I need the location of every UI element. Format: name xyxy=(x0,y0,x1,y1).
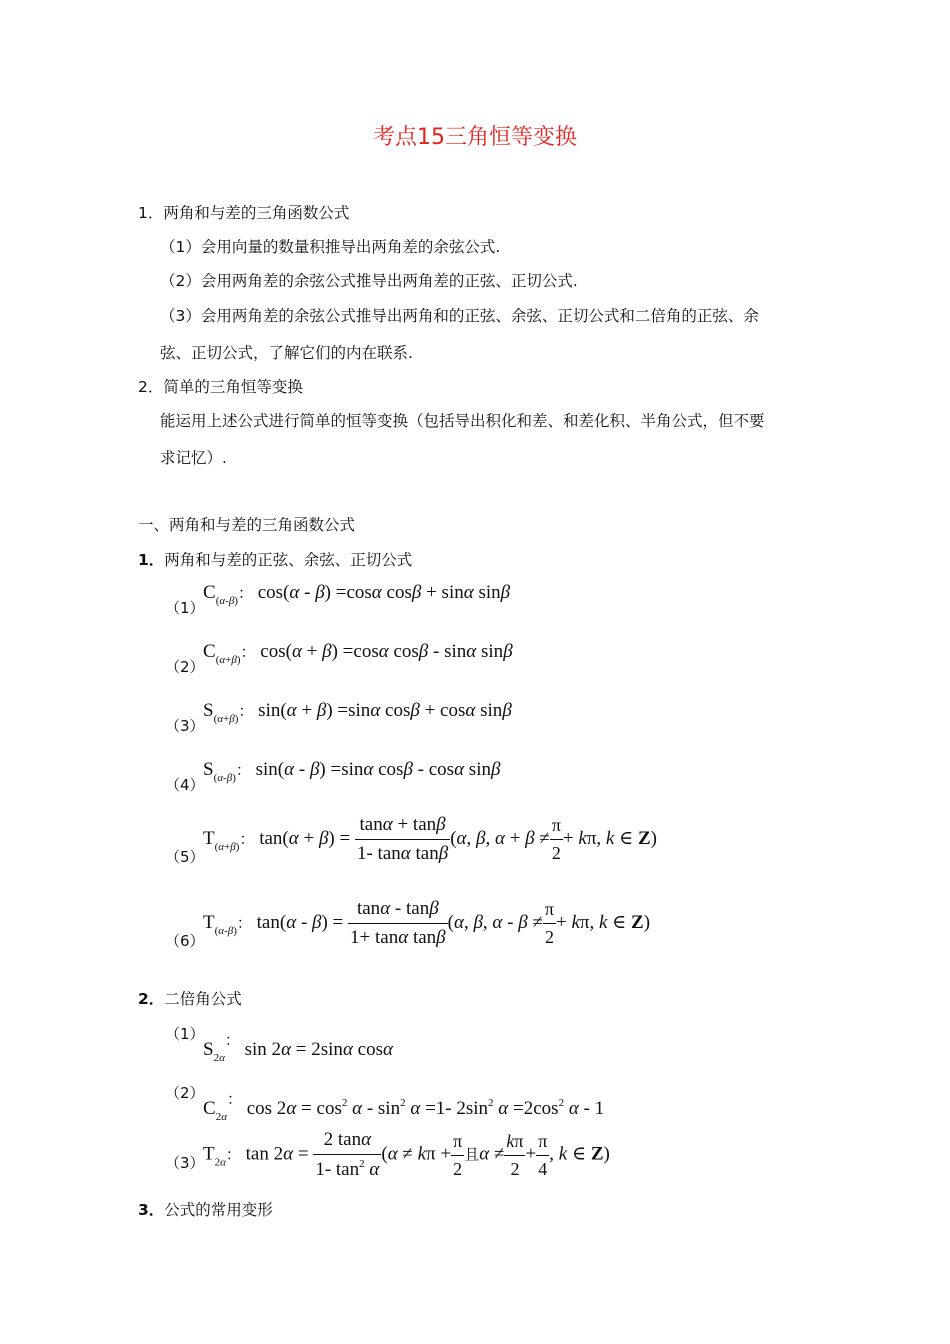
section-3-subheading-number: 3． xyxy=(138,1201,165,1219)
section-3-subheading-text: 公式的常用变形 xyxy=(164,1201,273,1219)
formula-label-5: （5） xyxy=(165,848,205,866)
formula-sin-double: $S_{2\alpha}^:$ sin 2α = 2sinα cosα xyxy=(203,1031,393,1064)
outline-sub-2: （2）会用两角差的余弦公式推导出两角差的正弦、正切公式. xyxy=(160,272,578,290)
formula-label-2: （2） xyxy=(165,658,205,676)
outline-item-2 xyxy=(138,375,303,397)
outline-sub-3-line-1: （3）会用两角差的余弦公式推导出两角和的正弦、余弦、正切公式和二倍角的正弦、余 xyxy=(160,307,759,325)
outline-item-2-number: 2． xyxy=(138,378,164,396)
formula-label-1: （1） xyxy=(165,599,205,617)
formula-cos-sum: $C_{(\alpha+\beta)}$： cos(α + β) =cosα cosβ - sinα sinβ xyxy=(203,641,513,666)
formula-tan-sum: $T_{(\alpha+\beta)}$： tan(α + β) = $\frac{\tan\alpha + \tan\beta}{\text{1- tanα tanβ}}$ (α, β, α + β ≠ $\frac{\pi}{2}$ + kπ, k ∈ Z) xyxy=(203,814,657,864)
formula-sin-difference: $S_{(\alpha-\beta)}$： sin(α - β) =sinα cosβ - cosα sinβ xyxy=(203,759,501,784)
section-1-subheading-number: 1． xyxy=(138,551,165,569)
formula-cos-difference: $C_{(\alpha-\beta)}$： cos(α - β) =cosα cosβ + sinα sinβ xyxy=(203,582,511,607)
double-angle-label-2: （2） xyxy=(165,1084,205,1102)
formula-label-3: （3） xyxy=(165,717,205,735)
page-title: 考点15三角恒等变换 xyxy=(373,125,577,150)
formula-label-4: （4） xyxy=(165,776,205,794)
outline-sub-1: （1）会用向量的数量积推导出两角差的余弦公式. xyxy=(160,238,501,256)
section-2-subheading-text: 二倍角公式 xyxy=(164,990,242,1008)
formula-tan-double: $T_{2\alpha}$： tan 2α = $\frac{2 \tan\alpha}{1- \tan^2 \alpha}$ (α ≠ kπ + $\frac{\pi}{2}$ 且α ≠ $\frac{k\pi}{2}$ + $\frac{\pi}{4}$ , k ∈ Z) xyxy=(203,1129,610,1180)
double-angle-label-1: （1） xyxy=(165,1025,205,1043)
formula-tan-difference: $T_{(\alpha-\beta)}$： tan(α - β) = $\frac{\tan\alpha - \tan\beta}{\text{1+ tanα tanβ}}$ (α, β, α - β ≠ $\frac{\pi}{2}$ + kπ, k ∈ Z) xyxy=(203,898,651,948)
formula-sin-sum: $S_{(\alpha+\beta)}$： sin(α + β) =sinα cosβ + cosα sinβ xyxy=(203,700,512,725)
outline-item-1-number: 1． xyxy=(138,204,164,222)
outline-item-2-line-1: 能运用上述公式进行简单的恒等变换（包括导出积化和差、和差化积、半角公式，但不要 xyxy=(160,412,765,430)
formula-label-6: （6） xyxy=(165,932,205,950)
outline-sub-3-line-2: 弦、正切公式，了解它们的内在联系. xyxy=(160,344,413,362)
section-2-subheading-number: 2． xyxy=(138,990,165,1008)
outline-item-1-text: 两角和与差的三角函数公式 xyxy=(163,204,350,222)
section-1-subheading xyxy=(138,548,412,570)
section-3-subheading xyxy=(138,1198,273,1220)
section-2-subheading xyxy=(138,987,242,1009)
formula-cos-double: $C_{2\alpha}^:$ $\cos 2\alpha = \cos^2 \alpha - \sin^2 \alpha =1-$ $2\sin^2$ $\alpha =2\cos^2$ α - 1 xyxy=(203,1090,605,1123)
double-angle-label-3: （3） xyxy=(165,1154,205,1172)
section-1-subheading-text: 两角和与差的正弦、余弦、正切公式 xyxy=(164,551,413,569)
outline-item-2-line-2: 求记忆）. xyxy=(160,449,227,467)
outline-item-1 xyxy=(138,201,349,223)
outline-item-2-text: 简单的三角恒等变换 xyxy=(163,378,303,396)
section-1-heading: 一、两角和与差的三角函数公式 xyxy=(138,516,356,534)
